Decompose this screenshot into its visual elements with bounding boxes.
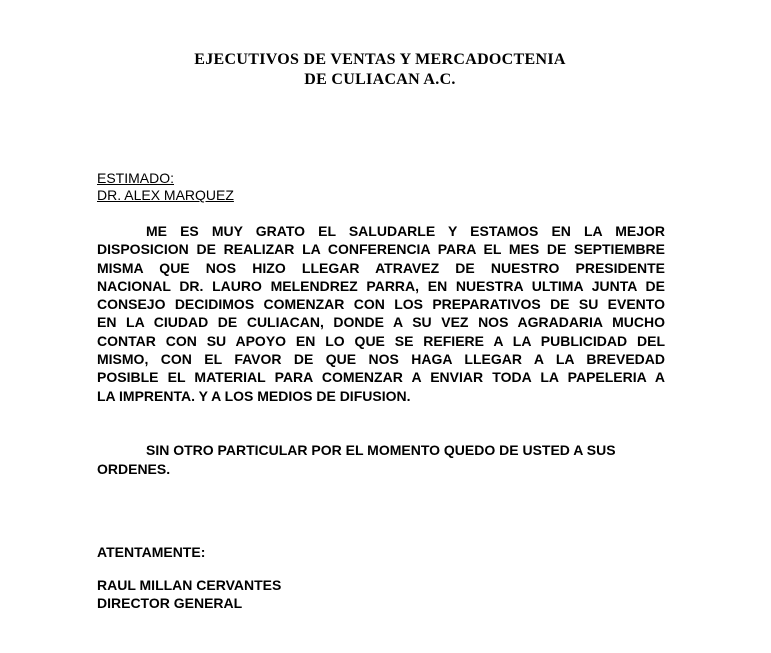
body-line: MISMO, CON EL FAVOR DE QUE NOS HAGA LLEGAR A LA BREVEDAD xyxy=(97,351,665,368)
salutation xyxy=(97,170,234,204)
body-line: LA IMPRENTA. Y A LOS MEDIOS DE DIFUSION. xyxy=(97,387,411,404)
body-line: POSIBLE EL MATERIAL PARA COMENZAR A ENVIAR TODA LA PAPELERIA A xyxy=(97,369,665,386)
salutation-recipient: DR. ALEX MARQUEZ xyxy=(97,187,234,203)
body-line: CONTAR CON SU APOYO EN LO QUE SE REFIERE A LA PUBLICIDAD DEL xyxy=(97,332,665,349)
body-line: DISPOSICION DE REALIZAR LA CONFERENCIA PARA EL MES DE SEPTIEMBRE xyxy=(97,241,665,258)
body-line: MISMA QUE NOS HIZO LLEGAR ATRAVEZ DE NUESTRO PRESIDENTE xyxy=(97,259,665,276)
signer-name: RAUL MILLAN CERVANTES xyxy=(97,577,282,593)
body-line: EN LA CIUDAD DE CULIACAN, DONDE A SU VEZ NOS AGRADARIA MUCHO xyxy=(97,314,665,331)
letterhead-line-2: DE CULIACAN A.C. xyxy=(304,71,456,88)
closing-paragraph xyxy=(97,441,657,478)
letterhead-line-1: EJECUTIVOS DE VENTAS Y MERCADOCTENIA xyxy=(194,51,566,68)
body-paragraph xyxy=(97,222,665,405)
letterhead-title xyxy=(0,50,760,90)
body-line: CONSEJO DECIDIMOS COMENZAR CON LOS PREPARATIVOS DE SU EVENTO xyxy=(97,296,665,313)
body-line: ME ES MUY GRATO EL SALUDARLE Y ESTAMOS EN LA MEJOR xyxy=(146,223,665,239)
signature-block xyxy=(97,577,281,612)
closing-line-2: ORDENES. xyxy=(97,460,171,477)
sign-off-label: ATENTAMENTE: xyxy=(97,544,206,560)
body-line: NACIONAL DR. LAURO MELENDREZ PARRA, EN NUESTRA ULTIMA JUNTA DE xyxy=(97,277,665,294)
salutation-greeting: ESTIMADO: xyxy=(97,170,175,186)
signer-title: DIRECTOR GENERAL xyxy=(97,594,243,611)
closing-line-1: SIN OTRO PARTICULAR POR EL MOMENTO QUEDO DE USTED A SUS xyxy=(146,442,616,458)
